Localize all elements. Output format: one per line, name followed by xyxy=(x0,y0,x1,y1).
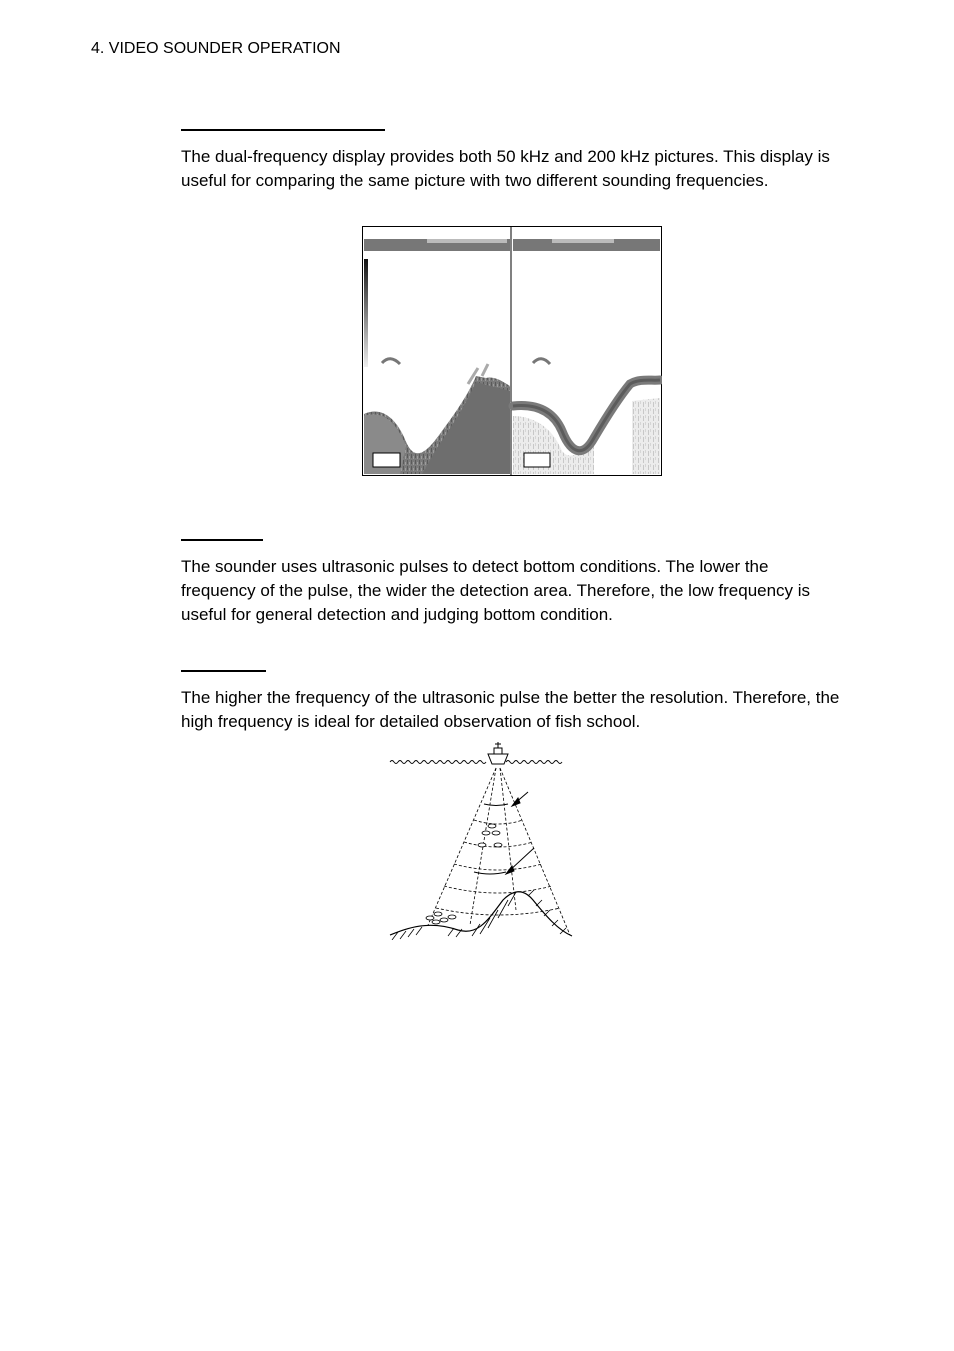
boat-icon xyxy=(488,742,508,764)
sea-bottom xyxy=(390,892,572,936)
dual-frequency-paragraph: The dual-frequency display provides both 50 kHz and 200 kHz pictures. This display is useful for comparing the same picture with two different sounding frequencies. xyxy=(181,147,830,190)
sea-surface xyxy=(390,761,562,764)
section-heading-rule xyxy=(181,670,266,672)
high-frequency-paragraph: The higher the frequency of the ultrasonic pulse the better the resolution. Therefore, the high frequency is ideal for detailed observation of fish school. xyxy=(181,688,840,731)
dual-frequency-display-figure xyxy=(362,226,662,476)
color-scale-bar xyxy=(364,259,368,367)
section-heading-rule xyxy=(181,539,263,541)
page-header: 4. VIDEO SOUNDER OPERATION xyxy=(91,40,341,57)
section-heading-rule xyxy=(181,129,385,131)
sounding-beam-diagram xyxy=(388,740,578,940)
bottom-fish-icon xyxy=(426,912,456,924)
low-frequency-paragraph: The sounder uses ultrasonic pulses to detect bottom conditions. The lower the frequency of the pulse, the wider the detection area. Therefore, the low frequency is useful for general detection and judging bottom condition. xyxy=(181,557,811,624)
fish-school-icon xyxy=(478,824,502,847)
